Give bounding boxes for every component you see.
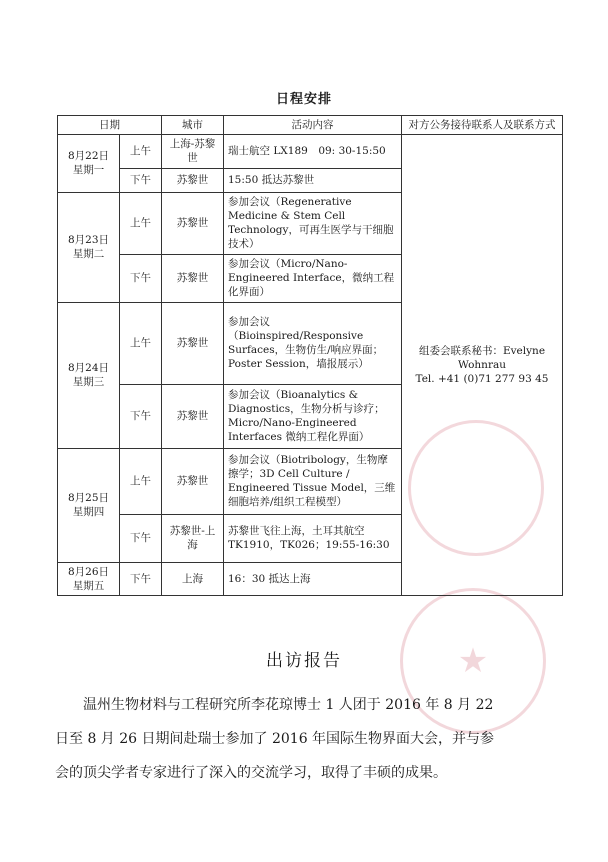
activity-cell: 参加会议（Micro/Nano-Engineered Interface，微纳工程化界面） xyxy=(224,254,402,302)
period-cell: 上午 xyxy=(120,302,162,384)
date-cell xyxy=(58,562,120,595)
activity-cell: 参加会议（Regenerative Medicine & Stem Cell Technology，可再生医学与干细胞技术） xyxy=(224,192,402,254)
period-cell: 上午 xyxy=(120,192,162,254)
city-cell: 上海 xyxy=(162,562,224,595)
header-contact: 对方公务接待联系人及联系方式 xyxy=(402,116,563,135)
activity-cell: 瑞士航空 LX189 09: 30-15:50 xyxy=(224,135,402,168)
table-row xyxy=(58,135,563,168)
activity-cell: 参加会议（Biotribology，生物摩擦学；3D Cell Culture / Engineered Tissue Model，三维细胞培养/组织工程模型） xyxy=(224,448,402,514)
activity-cell: 参加会议（Bioanalytics & Diagnostics，生物分析与诊疗；Micro/Nano-Engineered Interfaces 微纳工程化界面） xyxy=(224,384,402,448)
date: 8月23日 xyxy=(67,233,110,246)
weekday: 星期四 xyxy=(72,506,105,519)
contact-phone: Tel. +41 (0)71 277 93 45 xyxy=(415,373,549,386)
weekday: 星期三 xyxy=(72,376,105,389)
city-cell: 苏黎世 xyxy=(162,254,224,302)
report-line: 日至 8 月 26 日期间赴瑞士参加了 2016 年国际生物界面大会，并与参 xyxy=(55,731,495,747)
header-date: 日期 xyxy=(58,116,162,135)
city-cell: 苏黎世 xyxy=(162,192,224,254)
report-line: 会的顶尖学者专家进行了深入的交流学习，取得了丰硕的成果。 xyxy=(55,765,447,781)
date-cell xyxy=(58,135,120,192)
city-cell: 苏黎世 xyxy=(162,384,224,448)
date-cell xyxy=(58,448,120,562)
weekday: 星期一 xyxy=(72,164,105,177)
header-activity: 活动内容 xyxy=(224,116,402,135)
date-cell xyxy=(58,302,120,448)
seal-star-icon: ★ xyxy=(457,641,489,681)
date: 8月22日 xyxy=(67,150,110,163)
date-cell xyxy=(58,192,120,302)
city-cell: 苏黎世 xyxy=(162,302,224,384)
period-cell: 下午 xyxy=(120,254,162,302)
weekday: 星期五 xyxy=(72,579,105,592)
city-cell: 苏黎世 xyxy=(162,448,224,514)
table-header-row xyxy=(58,116,563,135)
period-cell: 下午 xyxy=(120,168,162,192)
period-cell: 下午 xyxy=(120,562,162,595)
activity-cell: 15:50 抵达苏黎世 xyxy=(224,168,402,192)
date: 8月24日 xyxy=(67,361,110,374)
city-cell: 苏黎世 xyxy=(162,168,224,192)
period-cell: 下午 xyxy=(120,384,162,448)
report-body xyxy=(55,688,575,790)
period-cell: 下午 xyxy=(120,514,162,562)
activity-cell: 参加会议（Bioinspired/Responsive Surfaces，生物仿生/响应界面；Poster Session，墙报展示） xyxy=(224,302,402,384)
period-cell: 上午 xyxy=(120,448,162,514)
activity-cell: 苏黎世飞往上海，土耳其航空 TK1910，TK026；19:55-16:30 xyxy=(224,514,402,562)
city-cell: 苏黎世-上海 xyxy=(162,514,224,562)
city-cell: 上海-苏黎世 xyxy=(162,135,224,168)
period-cell: 上午 xyxy=(120,135,162,168)
report-title: 出访报告 xyxy=(266,651,342,671)
weekday: 星期二 xyxy=(72,248,105,261)
activity-cell: 16：30 抵达上海 xyxy=(224,562,402,595)
contact-cell xyxy=(402,135,563,596)
report-line: 温州生物材料与工程研究所李花琼博士 1 人团于 2016 年 8 月 22 xyxy=(83,697,494,713)
contact-secretary: 组委会联系秘书：Evelyne Wohnrau xyxy=(418,344,546,371)
date: 8月25日 xyxy=(67,491,110,504)
date: 8月26日 xyxy=(67,565,110,578)
schedule-title: 日程安排 xyxy=(275,92,332,107)
header-city: 城市 xyxy=(162,116,224,135)
schedule-table xyxy=(57,115,563,596)
